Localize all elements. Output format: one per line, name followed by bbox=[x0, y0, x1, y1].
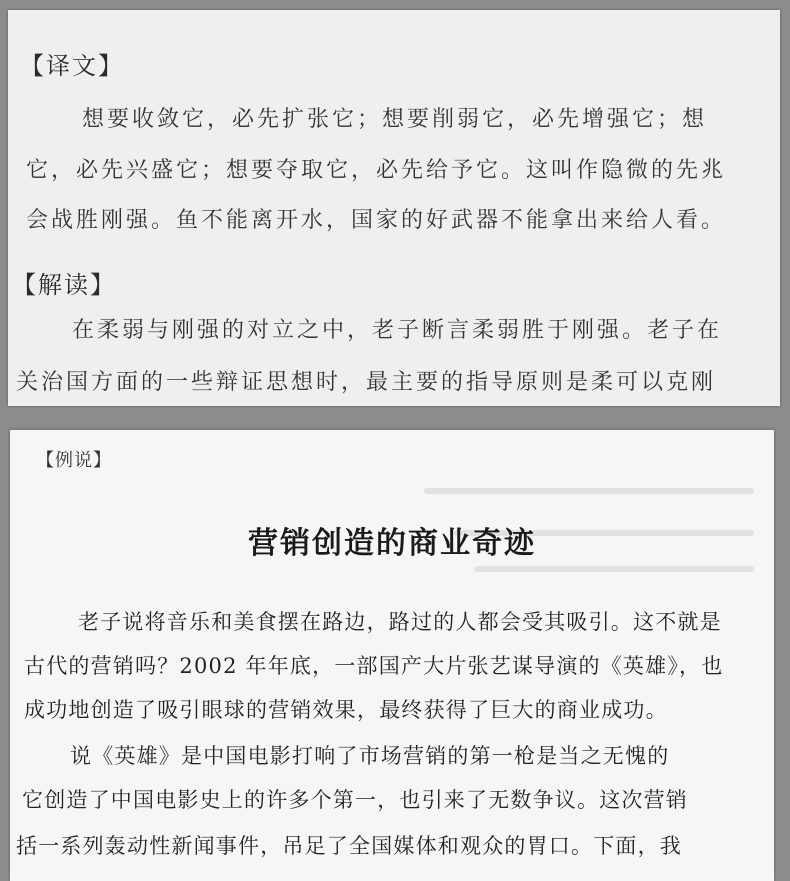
example-header: 【例说】 bbox=[36, 450, 112, 471]
interpretation-line: 在柔弱与刚强的对立之中，老子断言柔弱胜于刚强。老子在 bbox=[72, 318, 723, 343]
translation-line: 它，必先兴盛它；想要夺取它，必先给予它。这叫作隐微的先兆 bbox=[26, 158, 727, 183]
example-page bbox=[10, 430, 774, 881]
bleed-through-text bbox=[474, 566, 754, 572]
translation-line: 会战胜刚强。鱼不能离开水，国家的好武器不能拿出来给人看。 bbox=[26, 208, 727, 233]
translation-header: 【译文】 bbox=[20, 52, 124, 80]
bleed-through-text bbox=[424, 488, 754, 494]
article-line: 成功地创造了吸引眼球的营销效果，最终获得了巨大的商业成功。 bbox=[24, 698, 668, 722]
interpretation-header: 【解读】 bbox=[12, 271, 116, 299]
translation-line: 想要收敛它，必先扩张它；想要削弱它，必先增强它；想 bbox=[82, 107, 708, 132]
article-line: 说《英雄》是中国电影打响了市场营销的第一枪是当之无愧的 bbox=[70, 744, 670, 768]
article-line: 古代的营销吗？2002 年年底，一部国产大片张艺谋导演的《英雄》，也 bbox=[24, 654, 724, 678]
translation-page bbox=[8, 10, 780, 406]
article-line: 老子说将音乐和美食摆在路边，路过的人都会受其吸引。这不就是 bbox=[78, 610, 722, 634]
article-title: 营销创造的商业奇迹 bbox=[248, 526, 536, 561]
interpretation-line: 关治国方面的一些辩证思想时，最主要的指导原则是柔可以克刚 bbox=[16, 370, 717, 395]
article-line: 括一系列轰动性新闻事件，吊足了全国媒体和观众的胃口。下面，我 bbox=[16, 834, 682, 858]
article-line: 它创造了中国电影史上的许多个第一，也引来了无数争议。这次营销 bbox=[22, 788, 688, 812]
